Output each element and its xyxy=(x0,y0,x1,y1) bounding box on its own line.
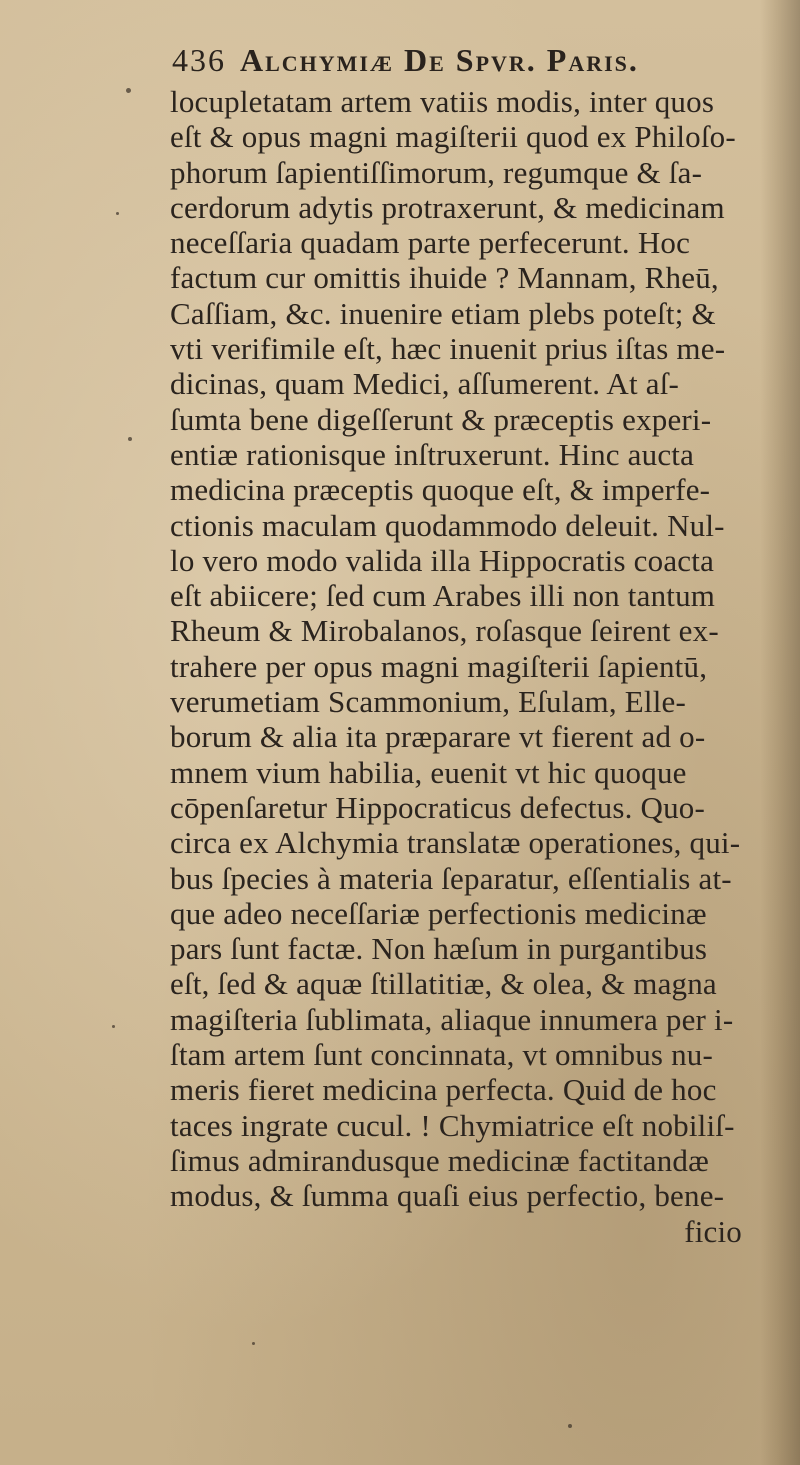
running-title: Alchymiæ De Spvr. Paris. xyxy=(240,42,639,78)
text-line: taces ingrate cucul. ! Chymiatrice eſt nobiliſ- xyxy=(170,1107,735,1143)
text-line: vti verifimile eſt, hæc inuenit prius iſtas me- xyxy=(170,331,726,367)
text-line: neceſſaria quadam parte perfecerunt. Hoc xyxy=(170,225,691,261)
text-line: entiæ rationisque inſtruxerunt. Hinc aucta xyxy=(170,436,695,472)
text-line: mnem vium habilia, euenit vt hic quoque xyxy=(170,754,687,790)
ink-speck xyxy=(112,1025,115,1028)
text-line: verumetiam Scammonium, Eſulam, Elle- xyxy=(170,684,686,720)
text-line: trahere per opus magni magiſterii ſapientū, xyxy=(170,648,708,684)
text-line: ſimus admirandusque medicinæ factitandæ xyxy=(170,1142,709,1178)
text-line: ctionis maculam quodammodo deleuit. Nul- xyxy=(170,507,725,543)
text-line: ſumta bene digeſſerunt & præceptis experi- xyxy=(170,401,712,437)
text-line: lo vero modo valida illa Hippocratis coacta xyxy=(170,542,715,578)
text-line: ſtam artem ſunt concinnata, vt omnibus nu- xyxy=(170,1037,714,1073)
ink-speck xyxy=(116,212,119,215)
text-line: factum cur omittis ihuide ? Mannam, Rheū, xyxy=(170,260,719,296)
ink-speck xyxy=(252,1342,255,1345)
text-line: eſt, ſed & aquæ ſtillatitiæ, & olea, & magna xyxy=(170,966,717,1002)
text-line: circa ex Alchymia translatæ operationes, qui- xyxy=(170,825,741,861)
text-line: eſt abiicere; ſed cum Arabes illi non tantum xyxy=(170,578,716,614)
text-line: pars ſunt factæ. Non hæſum in purgantibus xyxy=(170,931,708,967)
page-number: 436 xyxy=(172,42,226,78)
text-line: borum & alia ita præparare vt fierent ad o- xyxy=(170,719,706,755)
text-line: cerdorum adytis protraxerunt, & medicinam xyxy=(170,189,725,225)
ink-speck xyxy=(568,1424,572,1428)
text-line: dicinas, quam Medici, aſſumerent. At aſ- xyxy=(170,366,680,402)
ink-speck xyxy=(126,88,131,93)
text-line: cōpenſaretur Hippocraticus defectus. Quo- xyxy=(170,789,705,825)
text-line: bus ſpecies à materia ſeparatur, eſſentialis at- xyxy=(170,860,732,896)
text-line: medicina præceptis quoque eſt, & imperfe- xyxy=(170,472,711,508)
text-line: eſt & opus magni magiſterii quod ex Philoſo- xyxy=(170,119,736,155)
catchword: ficio xyxy=(684,1213,742,1249)
text-line: que adeo neceſſariæ perfectionis medicinæ xyxy=(170,895,707,931)
text-line: meris fieret medicina perfecta. Quid de hoc xyxy=(170,1072,717,1108)
text-line: modus, & ſumma quaſi eius perfectio, bene- xyxy=(170,1178,725,1214)
body-text xyxy=(170,84,782,1249)
running-header xyxy=(172,42,639,79)
text-line: Rheum & Mirobalanos, roſasque ſeirent ex- xyxy=(170,613,719,649)
text-line: locupletatam artem vatiis modis, inter quos xyxy=(170,84,715,119)
text-line: magiſteria ſublimata, aliaque innumera per i- xyxy=(170,1001,734,1037)
text-line: Caſſiam, &c. inuenire etiam plebs poteſt; & xyxy=(170,295,716,331)
text-line: phorum ſapientiſſimorum, regumque & ſa- xyxy=(170,154,703,190)
ink-speck xyxy=(128,437,132,441)
